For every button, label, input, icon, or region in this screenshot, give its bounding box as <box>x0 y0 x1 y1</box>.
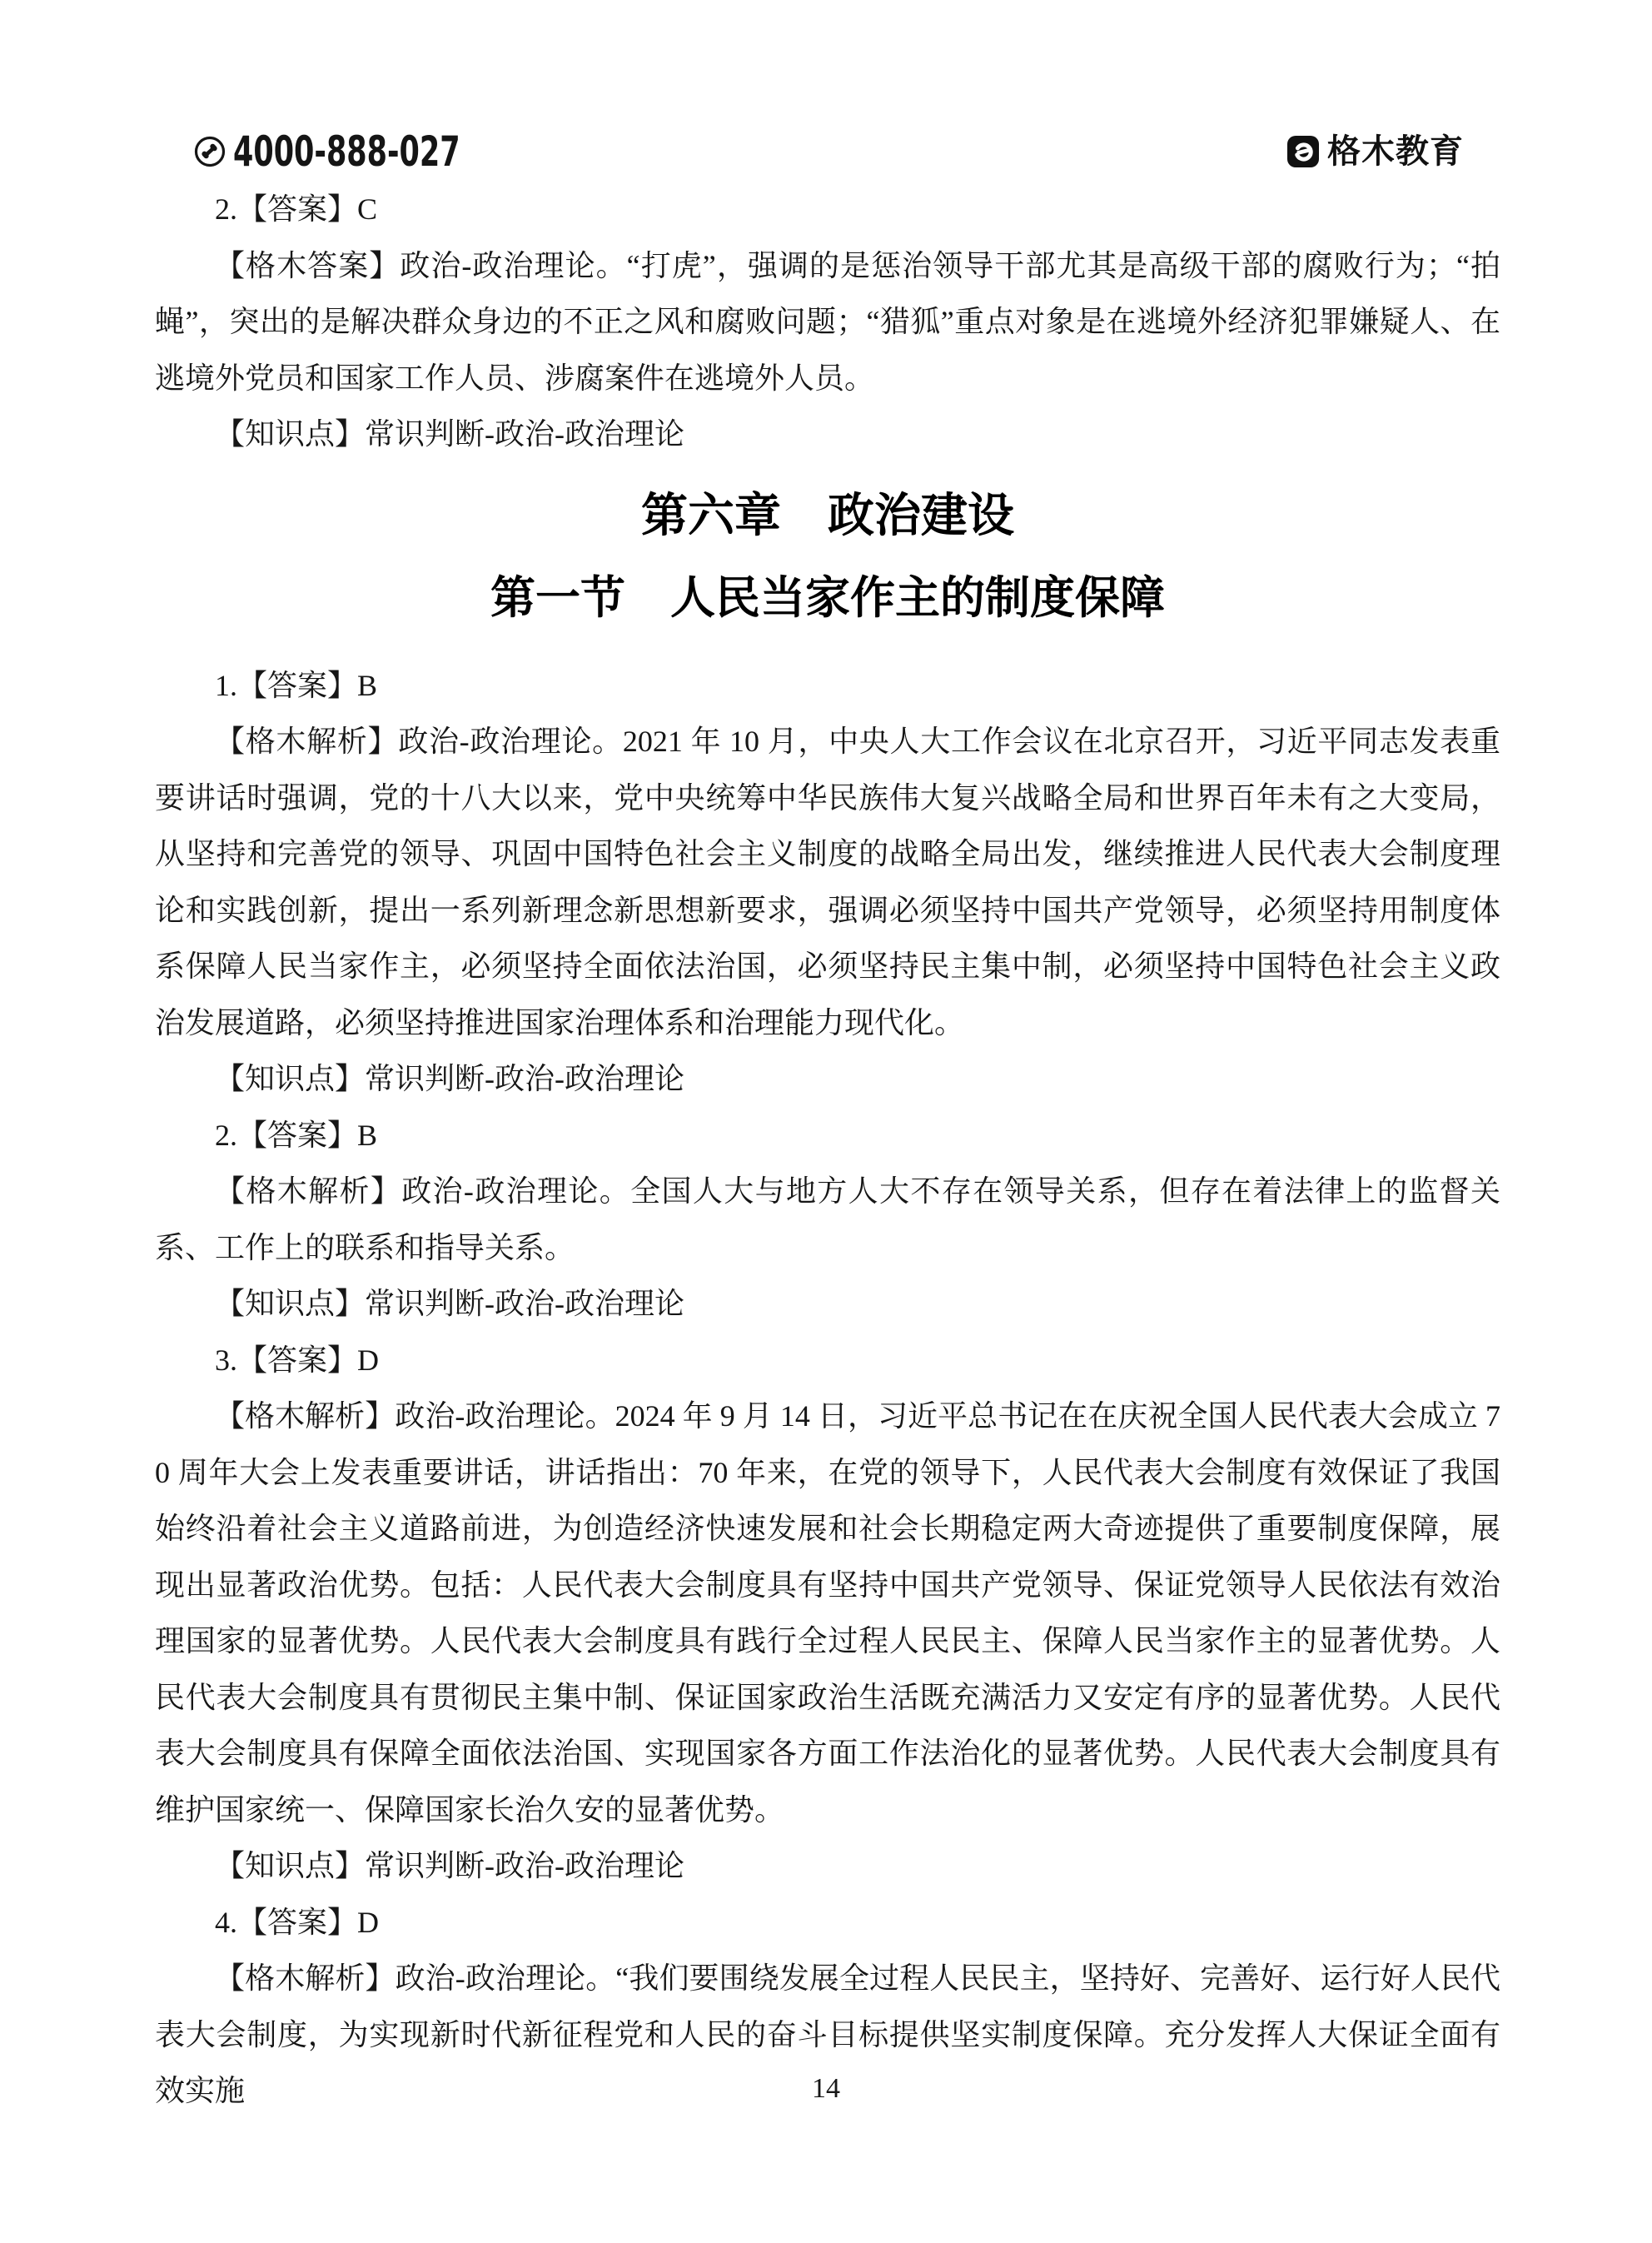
phone-contact <box>193 127 557 176</box>
page-footer <box>0 2072 1652 2106</box>
page-content <box>155 182 1500 2120</box>
knowledge-point-line: 【知识点】常识判断-政治-政治理论 <box>215 1062 684 1095</box>
page-number: 14 <box>812 2073 840 2104</box>
analysis-paragraph: 【格木解析】政治-政治理论。“我们要围绕发展全过程人民民主，坚持好、完善好、运行好人民代表大会制度，为实现新时代新征程党和人民的奋斗目标提供坚实制度保障。充分发挥人大保证全面有效实施 <box>155 1961 1500 2107</box>
analysis-paragraph: 【格木解析】政治-政治理论。2024 年 9 月 14 日，习近平总书记在在庆祝全国人民代表大会成立 70 周年大会上发表重要讲话，讲话指出：70 年来，在党的领导下，人民代表大会制度有效保证了我国始终沿着社会主义道路前进，为创造经济快速发展和社会长期稳定两大奇迹提供了重要制度保障，展现出显著政治优势。包括：人民代表大会制度具有坚持中国共产党领导、保证党领导人民依法有效治理国家的显著优势。人民代表大会制度具有践行全过程人民民主、保障人民当家作主的显著优势。人民代表大会制度具有贯彻民主集中制、保证国家政治生活既充满活力又安定有序的显著优势。人民代表大会制度具有保障全面依法治国、实现国家各方面工作法治化的显著优势。人民代表大会制度具有维护国家统一、保障国家长治久安的显著优势。 <box>155 1399 1500 1827</box>
analysis-paragraph: 【格木答案】政治-政治理论。“打虎”，强调的是惩治领导干部尤其是高级干部的腐败行为；“拍蝇”，突出的是解决群众身边的不正之风和腐败问题；“猎狐”重点对象是在逃境外经济犯罪嫌疑人、在逃境外党员和国家工作人员、涉腐案件在逃境外人员。 <box>155 248 1500 395</box>
knowledge-point-line: 【知识点】常识判断-政治-政治理论 <box>215 417 684 451</box>
phone-number: 4000-888-027 <box>233 127 460 176</box>
brand-logo-icon <box>1286 135 1320 168</box>
answer-line: 1.【答案】B <box>215 668 378 702</box>
analysis-paragraph: 【格木解析】政治-政治理论。2021 年 10 月，中央人大工作会议在北京召开，习近平同志发表重要讲话时强调，党的十八大以来，党中央统筹中华民族伟大复兴战略全局和世界百年未有之大变局，从坚持和完善党的领导、巩固中国特色社会主义制度的战略全局出发，继续推进人民代表大会制度理论和实践创新，提出一系列新理念新思想新要求，强调必须坚持中国共产党领导，必须坚持用制度体系保障人民当家作主，必须坚持全面依法治国，必须坚持民主集中制，必须坚持中国特色社会主义政治发展道路，必须坚持推进国家治理体系和治理能力现代化。 <box>155 725 1500 1039</box>
answer-line: 2.【答案】B <box>215 1118 378 1152</box>
chapter-heading: 第六章 政治建设 <box>641 490 1014 542</box>
page-header <box>193 127 1464 176</box>
answer-line: 4.【答案】D <box>215 1905 379 1939</box>
section-heading: 第一节 人民当家作主的制度保障 <box>490 572 1165 623</box>
knowledge-point-line: 【知识点】常识判断-政治-政治理论 <box>215 1287 684 1320</box>
analysis-paragraph: 【格木解析】政治-政治理论。全国人大与地方人大不存在领导关系，但存在着法律上的监督关系、工作上的联系和指导关系。 <box>155 1174 1500 1264</box>
brand-name: 格木教育 <box>1327 132 1464 171</box>
knowledge-point-line: 【知识点】常识判断-政治-政治理论 <box>215 1849 684 1882</box>
answer-line: 2.【答案】C <box>215 192 378 226</box>
brand-logo <box>1286 133 1464 170</box>
answer-line: 3.【答案】D <box>215 1343 379 1377</box>
phone-icon <box>193 135 226 168</box>
